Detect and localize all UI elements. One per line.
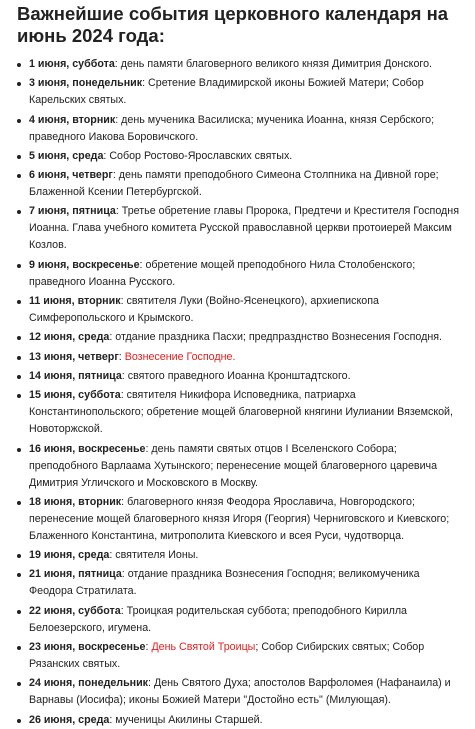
events-list (17, 56, 465, 729)
event-date: 26 июня, среда (29, 713, 110, 726)
event-item (17, 547, 465, 564)
event-item (17, 387, 465, 438)
event-item (17, 56, 465, 73)
event-item (17, 368, 465, 385)
event-date: 23 июня, воскресенье (29, 641, 146, 654)
event-description: : (118, 350, 125, 363)
event-date: 14 июня, пятница (29, 369, 122, 382)
event-description: : Сретение Владимирской иконы Божией Матери; Собор Карельских святых. (29, 77, 424, 107)
event-date: 22 июня, суббота (29, 604, 121, 617)
event-item (17, 329, 465, 346)
event-description: ; Собор Сибирских святых; Собор Рязанских святых. (29, 641, 425, 671)
event-description: : святителя Никифора Исповедника, патриарха Константинопольского; обретение мощей благоверной княгини Иулиании Вяземской, Новоторжской. (29, 389, 454, 436)
event-description: : день памяти преподобного Симеона Столпника на Дивной горе; Блаженной Ксении Петербургской. (29, 169, 439, 199)
event-description: : обретение мощей преподобного Нила Столобенского; праведного Иоанна Русского. (29, 258, 416, 288)
event-description: : день мученика Василиска; мученика Иоанна, князя Сербского; праведного Иакова Боровичского. (29, 113, 435, 143)
event-description: : святителя Луки (Войно-Ясенецкого), архиепископа Симферопольского и Крымского. (29, 295, 379, 325)
event-description: : благоверного князя Феодора Ярославича, Новгородского; перенесение мощей благоверного князя Игоря (Георгия) Черниговского и Киевского; Блаженного Константина, митрополита Киевского и всея Руси, чудотворца. (29, 495, 450, 542)
event-item (17, 112, 465, 146)
event-date: 19 июня, среда (29, 549, 110, 562)
event-description: : Третье обретение главы Пророка, Предтечи и Крестителя Господня Иоанна. Глава учебного комитета Русской православной церкви протоиерей Максим Козлов. (29, 205, 459, 252)
event-date: 1 июня, суббота (29, 58, 115, 70)
event-item (17, 75, 465, 109)
event-item (17, 675, 465, 709)
event-date: 11 июня, вторник (29, 295, 121, 308)
event-date: 3 июня, понедельник (29, 77, 143, 90)
event-description: : мученицы Акилины Старшей. (109, 713, 263, 726)
event-highlight-link[interactable]: Вознесение Господне. (124, 350, 236, 363)
event-item (17, 603, 465, 637)
event-description: : отдание праздника Пасхи; предпразднство Вознесения Господня. (109, 331, 442, 344)
event-item (17, 349, 465, 366)
event-item (17, 167, 465, 201)
event-description: : Троицкая родительская суббота; преподобного Кирилла Белоезерского, игумена. (29, 604, 407, 634)
event-item (17, 441, 465, 492)
event-item (17, 494, 465, 545)
event-date: 6 июня, четверг (29, 169, 113, 182)
event-date: 13 июня, четверг (29, 350, 119, 363)
event-item (17, 203, 465, 254)
event-date: 16 июня, воскресенье (29, 442, 146, 455)
event-description: : День Святого Духа; апостолов Варфоломея (Нафанаила) и Варнавы (Иосифа); иконы Божией Матери "Достойно есть" (Милующая). (29, 677, 451, 707)
event-description: : (145, 641, 152, 654)
event-date: 9 июня, воскресенье (29, 258, 140, 271)
event-item (17, 148, 465, 165)
event-item (17, 293, 465, 327)
page-title: Важнейшие события церковного календаря на июнь 2024 года: (17, 3, 449, 46)
event-date: 24 июня, понедельник (29, 677, 149, 690)
event-description: : Собор Ростово-Ярославских святых. (103, 149, 293, 162)
event-description: : день памяти святых отцов I Вселенского Собора; преподобного Варлаама Хутынского; перенесение мощей благоверного царевича Димитрия Угличского и Московского в Москву. (29, 442, 438, 489)
event-date: 18 июня, вторник (29, 495, 122, 508)
event-item (17, 257, 465, 291)
event-highlight-link[interactable]: День Святой Троицы (151, 641, 256, 654)
event-item (17, 712, 465, 729)
event-item (17, 566, 465, 600)
event-description: : день памяти благоверного великого князя Димитрия Донского. (114, 58, 432, 70)
event-date: 4 июня, вторник (29, 113, 116, 126)
event-date: 12 июня, среда (29, 331, 110, 344)
event-date: 15 июня, суббота (29, 389, 121, 402)
event-description: : святителя Ионы. (109, 549, 199, 562)
event-description: : святого праведного Иоанна Кронштадтского. (121, 369, 351, 382)
event-description: : отдание праздника Вознесения Господня; великомученика Феодора Стратилата. (29, 568, 420, 598)
event-item (17, 639, 465, 673)
event-date: 7 июня, пятница (29, 205, 116, 218)
event-date: 5 июня, среда (29, 149, 104, 162)
event-date: 21 июня, пятница (29, 568, 122, 581)
